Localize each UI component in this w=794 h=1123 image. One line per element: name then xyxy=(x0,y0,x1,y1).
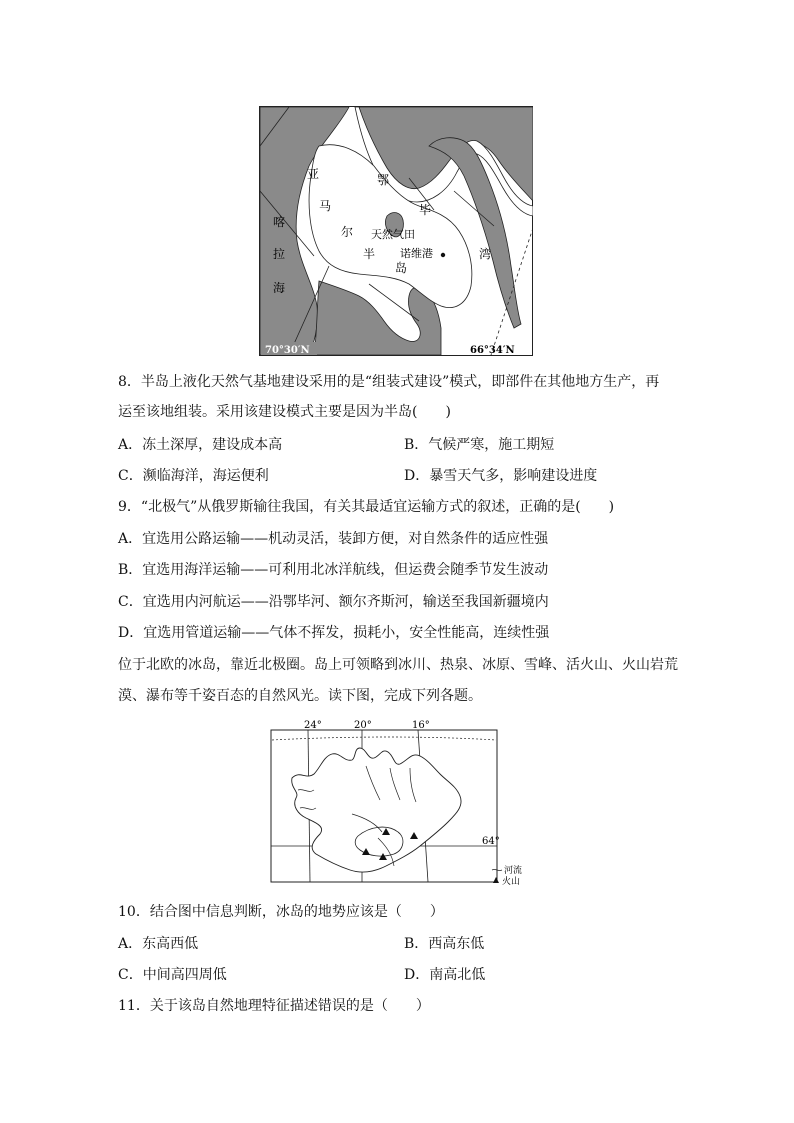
label-wan: 湾 xyxy=(479,247,492,261)
q10-option-d: D．南高北低 xyxy=(404,967,486,983)
port-marker xyxy=(441,253,445,257)
intro-line2: 漠、瀑布等千姿百态的自然风光。读下图，完成下列各题。 xyxy=(118,688,482,704)
q8-option-c: C．濒临海洋，海运便利 xyxy=(118,468,269,484)
intro-line1: 位于北欧的冰岛，靠近北极圈。岛上可领略到冰川、热泉、冰原、雪峰、活火山、火山岩荒 xyxy=(118,657,678,673)
label-lat-right: 66°34′N xyxy=(470,345,515,356)
legend-river-label: 河流 xyxy=(504,866,523,876)
label-bi: 毕 xyxy=(419,203,432,217)
q9-option-c: C．宜选用内河航运——沿鄂毕河、额尔齐斯河，输送至我国新疆境内 xyxy=(118,594,549,610)
label-gas-field: 天然气田 xyxy=(371,228,415,241)
label-port: 诺维港 xyxy=(400,247,433,260)
q10-option-c: C．中间高四周低 xyxy=(118,967,227,983)
label-lon-16: 16° xyxy=(412,720,430,731)
label-ma: 马 xyxy=(319,199,332,213)
label-e: 鄂 xyxy=(377,173,390,187)
q11-stem: 11．关于该岛自然地理特征描述错误的是（ ） xyxy=(118,998,430,1014)
label-ban: 半 xyxy=(363,247,376,261)
q9-stem: 9．“北极气”从俄罗斯输往我国，有关其最适宜运输方式的叙述，正确的是( ) xyxy=(118,499,615,515)
q8-option-a: A．冻土深厚，建设成本高 xyxy=(118,437,283,453)
label-lat-left: 70°30′N xyxy=(265,345,310,356)
q9-option-d: D．宜选用管道运输——气体不挥发，损耗小，安全性能高，连续性强 xyxy=(118,625,550,641)
label-ka: 喀 xyxy=(273,215,286,229)
q8-option-d: D．暴雪天气多，影响建设进度 xyxy=(404,468,598,484)
label-hai: 海 xyxy=(273,281,286,295)
q10-option-b: B．西高东低 xyxy=(404,936,485,952)
q8-stem-line1: 8．半岛上液化天然气基地建设采用的是“组装式建设”模式，即部件在其他地方生产，再 xyxy=(118,374,660,390)
q9-option-b: B．宜选用海洋运输——可利用北冰洋航线，但运费会随季节发生波动 xyxy=(118,562,549,578)
q10-stem: 10．结合图中信息判断，冰岛的地势应该是（ ） xyxy=(118,904,444,920)
label-lon-24: 24° xyxy=(304,720,322,731)
legend-volcano-label: 火山 xyxy=(502,877,521,887)
q9-option-a: A．宜选用公路运输——机动灵活，装卸方便，对自然条件的适应性强 xyxy=(118,531,549,547)
yamal-peninsula-map xyxy=(259,106,533,356)
label-lat-64: 64° xyxy=(482,836,500,847)
label-lon-20: 20° xyxy=(354,720,372,731)
iceland-map xyxy=(270,718,528,888)
q10-option-a: A．东高西低 xyxy=(118,936,199,952)
label-ya: 亚 xyxy=(307,167,320,181)
label-er: 尔 xyxy=(341,225,354,239)
label-dao: 岛 xyxy=(395,261,408,275)
label-la: 拉 xyxy=(273,247,286,261)
q8-stem-line2: 运至该地组装。采用该建设模式主要是因为半岛( ) xyxy=(118,404,451,420)
q8-option-b: B．气候严寒，施工期短 xyxy=(404,437,555,453)
